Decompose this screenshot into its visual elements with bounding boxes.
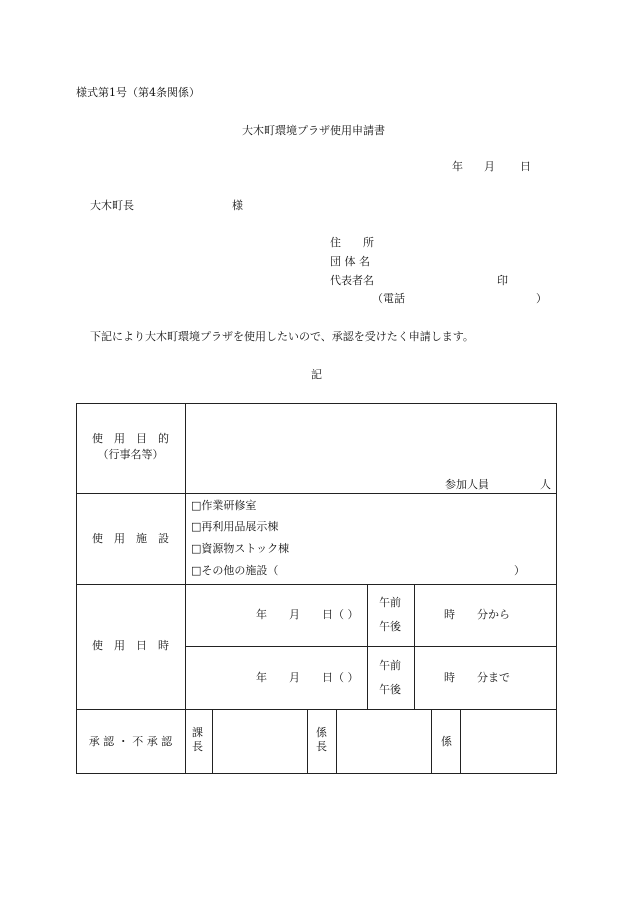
address-label: 住 所 xyxy=(330,236,374,249)
datetime-end-am: 午前 xyxy=(379,659,401,672)
datetime-end-date: 年 月 日（ ） xyxy=(256,671,359,684)
date-month: 月 xyxy=(484,160,495,173)
kacho-label: 課長 xyxy=(192,726,203,753)
purpose-sublabel: （行事名等） xyxy=(97,448,164,461)
facility-option-reuse-hall[interactable]: □再利用品展示棟 xyxy=(191,520,279,533)
facility-option-resource-stock[interactable]: □資源物ストック棟 xyxy=(191,542,290,555)
datetime-start-pm: 午後 xyxy=(379,620,401,633)
phone-close: ） xyxy=(536,292,547,305)
facility-option-other[interactable]: □その他の施設（ xyxy=(191,564,279,577)
group-label: 団 体 名 xyxy=(330,255,370,268)
addressee-honorific: 様 xyxy=(232,199,243,212)
phone-open: （電話 xyxy=(372,292,405,305)
facility-option-workshop[interactable]: □作業研修室 xyxy=(191,499,257,512)
ki-heading: 記 xyxy=(311,368,322,381)
date-day: 日 xyxy=(520,160,531,173)
facility-label: 使 用 施 設 xyxy=(92,532,169,545)
kakari-label: 係 xyxy=(441,735,452,748)
seal-mark: 印 xyxy=(497,274,508,287)
datetime-end-time: 時 分まで xyxy=(444,671,510,684)
datetime-end-pm: 午後 xyxy=(379,683,401,696)
addressee-name: 大木町長 xyxy=(90,199,134,212)
purpose-label: 使 用 目 的 xyxy=(92,432,169,445)
datetime-start-am: 午前 xyxy=(379,596,401,609)
datetime-start-date: 年 月 日（ ） xyxy=(256,608,359,621)
facility-other-close: ） xyxy=(514,564,525,577)
datetime-label: 使 用 日 時 xyxy=(92,639,169,652)
representative-label: 代表者名 xyxy=(330,274,374,287)
datetime-start-time: 時 分から xyxy=(444,608,510,621)
intro-text: 下記により大木町環境プラザを使用したいので、承認を受けたく申請します。 xyxy=(90,330,474,343)
date-year: 年 xyxy=(452,160,463,173)
page-title: 大木町環境プラザ使用申請書 xyxy=(242,124,385,137)
form-id: 様式第1号（第4条関係） xyxy=(76,86,200,99)
participants-label: 参加人員 xyxy=(445,478,489,491)
kakaricho-label: 係長 xyxy=(316,726,327,753)
participants-unit: 人 xyxy=(540,478,551,491)
approval-label: 承 認 ・ 不 承 認 xyxy=(88,735,173,748)
